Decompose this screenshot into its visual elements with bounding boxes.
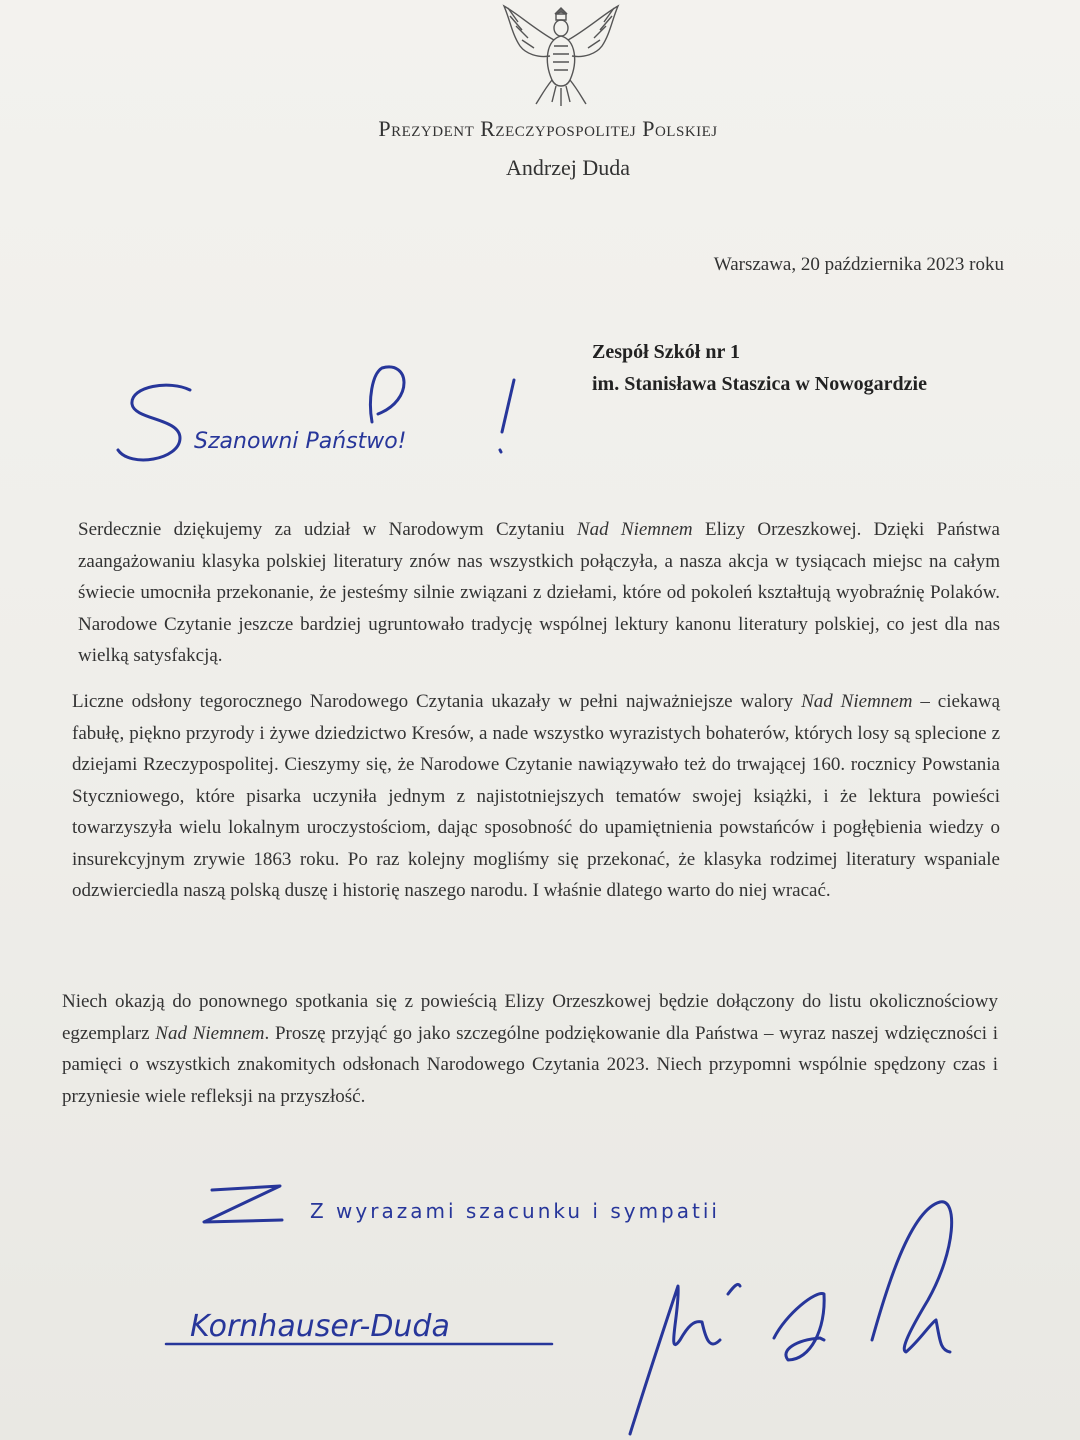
closing-text: Z wyrazami szacunku i sympatii (310, 1199, 720, 1223)
signature-left (160, 1290, 560, 1370)
recipient-line-2: im. Stanisława Staszica w Nowogardzie (592, 373, 927, 395)
body-paragraph-3 (62, 986, 998, 1112)
p2-text-b: – ciekawą fabułę, piękno przyrody i żywe dziedzictwo Kresów, a nade wszystko wyrazistych bohaterów, których losy są splecione z dziejami Rzeczypospolitej. Cieszymy się, że Narodowe Czytanie nawiązywało też do trwającej 160. rocznicy Powstania Styczniowego, które pisarka uczyniła jednym z najistotniejszych tematów swojej książki, i że lektura powieści towarzyszyła wielu lokalnym uroczystościom, dając sposobność do upamiętnienia powstańców i pogłębienia wiedzy o insurekcyjnym zrywie 1863 roku. Po raz kolejny mogliśmy się przekonać, że klasyka rodzimej literatury wspaniale odzwierciedla naszą polską duszę i historię naszego narodu. I właśnie dlatego warto do niej wracać. (72, 691, 1001, 901)
header-title (8, 116, 1080, 142)
p2-text-a: Liczne odsłony tegorocznego Narodowego Czytania ukazały w pełni najważniejsze walory (72, 691, 802, 712)
recipient-line-1: Zespół Szkół nr 1 (592, 341, 740, 363)
p1-text-b: Elizy Orzeszkowej. Dzięki Państwa zaangażowaniu klasyka polskiej literatury znów nas wszystkich połączyła, a nasza akcja w tysiącach miejsc na całym świecie umocniła przekonanie, że jesteśmy silnie związani z dziełami, które od pokoleń kształtują wyobraźnię Polaków. Narodowe Czytanie jeszcze bardziej ugruntowało tradycję wspólnej lektury kanonu literatury polskiej, co jest dla nas wielką satysfakcją. (78, 519, 1000, 666)
p3-book-title: Nad Niemnem (155, 1022, 265, 1044)
signature-left-text: Kornhauser-Duda (190, 1309, 450, 1344)
salutation-text: Szanowni Państwo! (194, 429, 407, 454)
p3-text-a: Niech okazją do ponownego spotkania się z powieścią Elizy Orzeszkowej będzie dołączony do listu okolicznościowy egzemplarz (62, 991, 998, 1044)
p1-text-a: Serdecznie dziękujemy za udział w Narodowym Czytaniu (78, 519, 577, 540)
letter-date: Warszawa, 20 października 2023 roku (713, 254, 1004, 275)
recipient-block (592, 336, 927, 400)
eagle-emblem-icon (496, 0, 626, 108)
header-name: Andrzej Duda (505, 155, 630, 180)
p3-text-b: . Proszę przyjąć go jako szczególne podziękowanie dla Państwa – wyraz naszej wdzięczności i pamięci o wszystkich znakomitych odsłonach Narodowego Czytania 2023. Niech przypomni wspólnie spędzony czas i przyniesie wiele refleksji na przyszłość. (62, 1022, 998, 1107)
body-paragraph-1 (78, 514, 1000, 672)
handwritten-salutation (110, 360, 530, 490)
p2-book-title: Nad Niemnem (801, 691, 913, 712)
p1-book-title: Nad Niemnem (576, 519, 693, 540)
body-paragraph-2 (72, 686, 1000, 907)
signature-right (610, 1190, 990, 1440)
header-title-text: Prezydent Rzeczypospolitej Polskiej (378, 116, 718, 141)
